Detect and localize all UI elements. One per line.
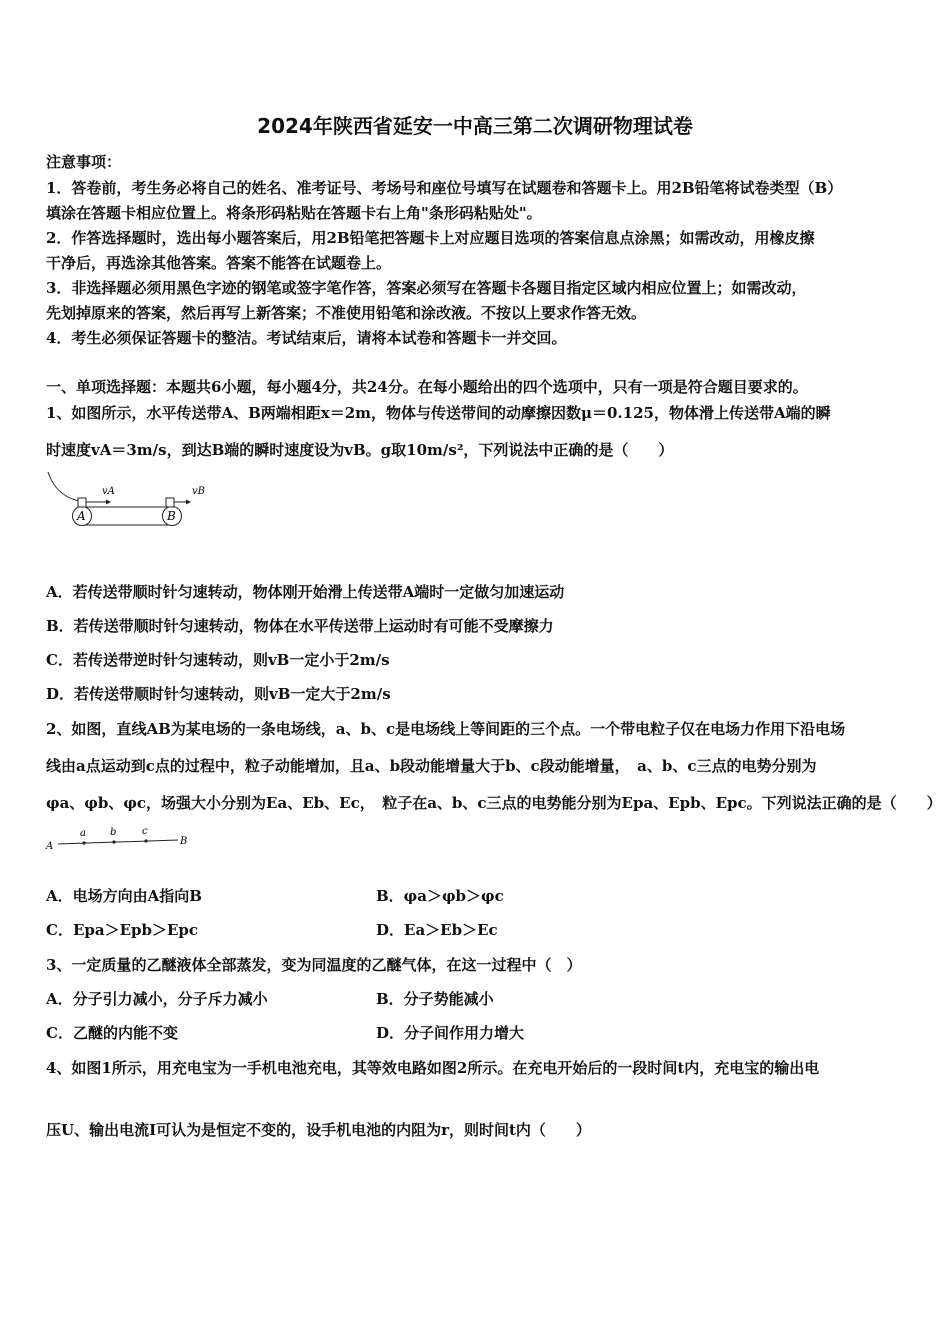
notice-heading: 注意事项： bbox=[46, 153, 122, 171]
q3-option-b: B．分子势能减小 bbox=[376, 990, 494, 1008]
fig-label-A: A bbox=[46, 841, 54, 852]
q2-option-c: C．Epa＞Epb＞Epc bbox=[46, 921, 199, 939]
fig-label-A: A bbox=[77, 509, 86, 523]
fig-label-c: c bbox=[142, 826, 148, 837]
q3-option-c: C．乙醚的内能不变 bbox=[46, 1024, 178, 1042]
notice-line: 填涂在答题卡相应位置上。将条形码粘贴在答题卡右上角"条形码粘贴处"。 bbox=[46, 204, 542, 222]
q2-option-b: B．φa＞φb＞φc bbox=[376, 887, 504, 905]
notice-line: 2．作答选择题时，选出每小题答案后，用2B铅笔把答题卡上对应题目选项的答案信息点涂黑；如需改动，用橡皮擦 bbox=[46, 229, 815, 247]
notice-line: 3．非选择题必须用黑色字迹的钢笔或签字笔作答，答案必须写在答题卡各题目指定区域内相应位置上；如需改动， bbox=[46, 279, 807, 297]
q1-option-a: A．若传送带顺时针匀速转动，物体刚开始滑上传送带A端时一定做匀加速运动 bbox=[46, 583, 565, 601]
fig-label-b: b bbox=[110, 827, 117, 838]
q1-stem-line1: 1、如图所示，水平传送带A、B两端相距x＝2m，物体与传送带间的动摩擦因数μ＝0.125，物体滑上传送带A端的瞬 bbox=[46, 404, 831, 422]
section-heading: 一、单项选择题：本题共6小题，每小题4分，共24分。在每小题给出的四个选项中，只有一项是符合题目要求的。 bbox=[46, 378, 808, 396]
q2-stem-line1: 2、如图，直线AB为某电场的一条电场线，a、b、c是电场线上等间距的三个点。一个带电粒子仅在电场力作用下沿电场 bbox=[46, 720, 846, 738]
q3-option-a: A．分子引力减小，分子斥力减小 bbox=[46, 990, 268, 1008]
q2-option-a: A．电场方向由A指向B bbox=[46, 887, 202, 905]
q4-stem-line2: 压U、输出电流I可认为是恒定不变的，设手机电池的内阻为r，则时间t内（ ） bbox=[46, 1121, 591, 1139]
q2-stem-line3: φa、φb、φc，场强大小分别为Ea、Eb、Ec， 粒子在a、b、c三点的电势能分别为Epa、Epb、Epc。下列说法正确的是（ ） bbox=[46, 794, 942, 812]
fig-label-vB: vB bbox=[192, 486, 205, 497]
q3-option-d: D．分子间作用力增大 bbox=[376, 1024, 525, 1042]
conveyor-belt-figure bbox=[44, 468, 214, 530]
fig-label-B: B bbox=[180, 836, 188, 847]
fig-label-vA: vA bbox=[102, 486, 115, 497]
q1-option-b: B．若传送带顺时针匀速转动，物体在水平传送带上运动时有可能不受摩擦力 bbox=[46, 617, 554, 635]
notice-line: 干净后，再选涂其他答案。答案不能答在试题卷上。 bbox=[46, 254, 392, 272]
page-title: 2024年陕西省延安一中高三第二次调研物理试卷 bbox=[257, 114, 693, 138]
field-line-figure bbox=[44, 824, 194, 852]
q1-option-d: D．若传送带顺时针匀速转动，则vB一定大于2m/s bbox=[46, 685, 391, 703]
fig-label-B: B bbox=[167, 509, 176, 523]
fig-label-a: a bbox=[80, 828, 86, 839]
notice-line: 先划掉原来的答案，然后再写上新答案；不准使用铅笔和涂改液。不按以上要求作答无效。 bbox=[46, 304, 647, 322]
notice-line: 1．答卷前，考生务必将自己的姓名、准考证号、考场号和座位号填写在试题卷和答题卡上。用2B铅笔将试卷类型（B） bbox=[46, 179, 843, 197]
q3-stem: 3、一定质量的乙醚液体全部蒸发，变为同温度的乙醚气体，在这一过程中（ ） bbox=[46, 956, 582, 974]
notice-line: 4．考生必须保证答题卡的整洁。考试结束后，请将本试卷和答题卡一并交回。 bbox=[46, 329, 567, 347]
q2-stem-line2: 线由a点运动到c点的过程中，粒子动能增加，且a、b段动能增量大于b、c段动能增量， a、b、c三点的电势分别为 bbox=[46, 757, 817, 775]
q1-stem-line2: 时速度vA＝3m/s，到达B端的瞬时速度设为vB。g取10m/s²，下列说法中正确的是（ ） bbox=[46, 441, 674, 459]
q4-stem-line1: 4、如图1所示，用充电宝为一手机电池充电，其等效电路如图2所示。在充电开始后的一段时间t内，充电宝的输出电 bbox=[46, 1059, 820, 1077]
q2-option-d: D．Ea＞Eb＞Ec bbox=[376, 921, 498, 939]
q1-option-c: C．若传送带逆时针匀速转动，则vB一定小于2m/s bbox=[46, 651, 390, 669]
